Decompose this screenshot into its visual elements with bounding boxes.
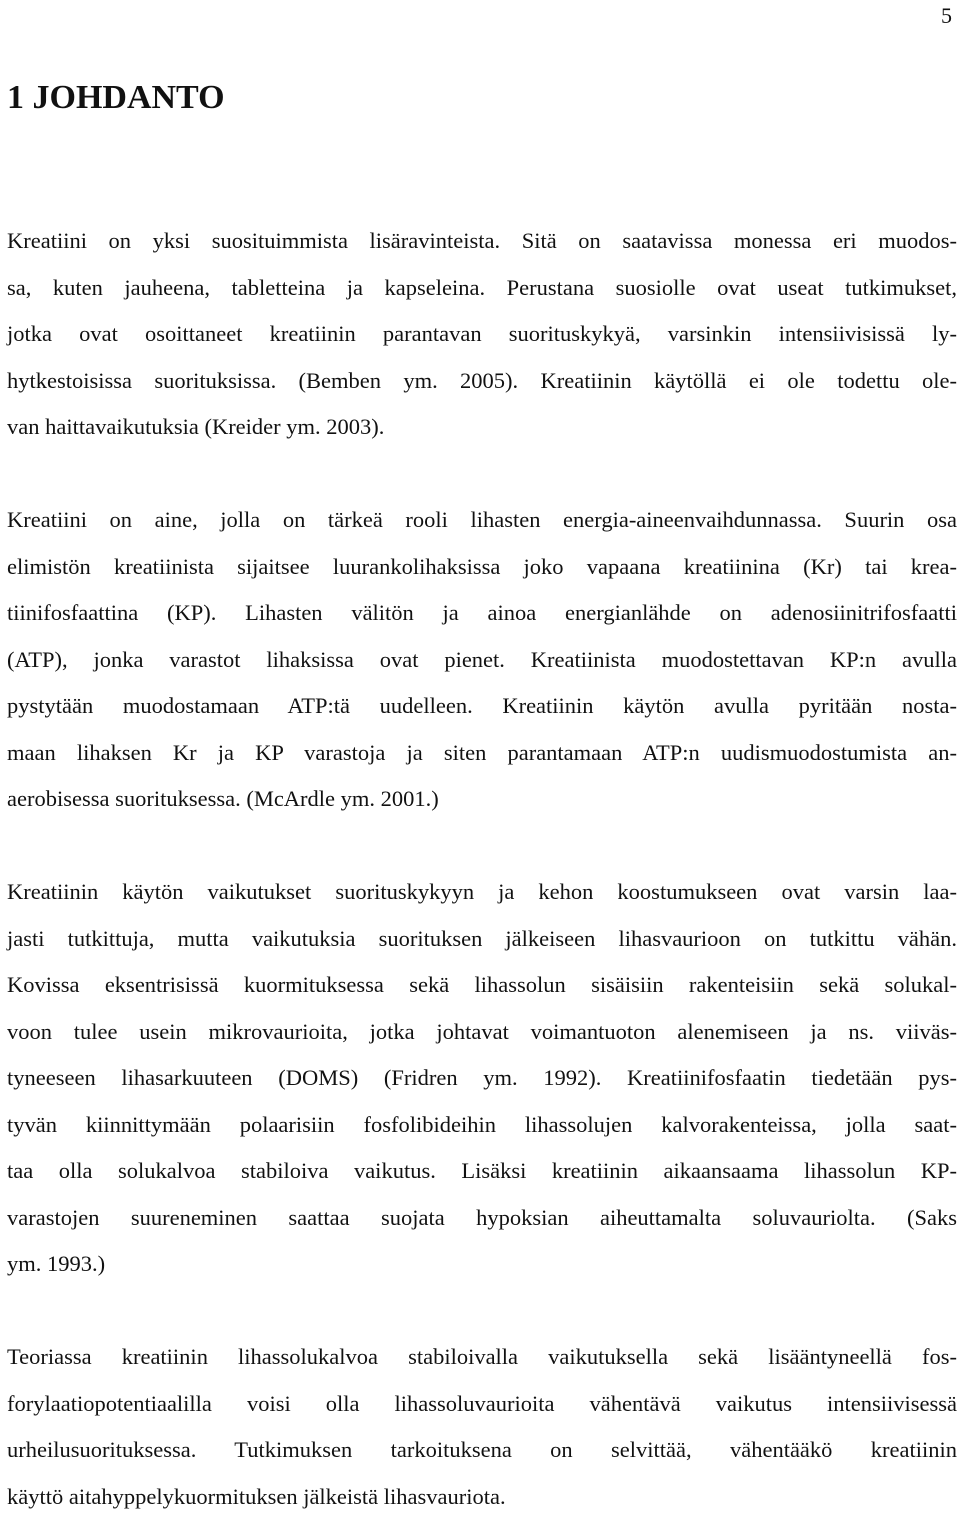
chapter-heading: 1 JOHDANTO [7,76,225,120]
paragraph-line: jasti tutkittuja, mutta vaikutuksia suorituksen jälkeiseen lihasvaurioon on tutkittu vähän. [7,916,957,963]
paragraph-line: Kreatiinin käytön vaikutukset suorituskykyyn ja kehon koostumukseen ovat varsin laa- [7,869,957,916]
page-number: 5 [941,4,952,28]
paragraph-line: Teoriassa kreatiinin lihassolukalvoa stabiloivalla vaikutuksella sekä lisääntyneellä fos- [7,1334,957,1381]
paragraph-line: taa olla solukalvoa stabiloiva vaikutus. Lisäksi kreatiinin aikaansaama lihassolun KP- [7,1148,957,1195]
paragraph-line: maan lihaksen Kr ja KP varastoja ja siten parantamaan ATP:n uudismuodostumista an- [7,730,957,777]
paragraph-line: van haittavaikutuksia (Kreider ym. 2003). [7,404,957,451]
paragraph-line: tiinifosfaattina (KP). Lihasten välitön ja ainoa energianlähde on adenosiinitrifosfaatti [7,590,957,637]
paragraph-line: urheilusuorituksessa. Tutkimuksen tarkoituksena on selvittää, vähentääkö kreatiinin [7,1427,957,1474]
paragraph-4 [7,1334,957,1520]
paragraph-line: Kreatiini on aine, jolla on tärkeä rooli lihasten energia-aineenvaihdunnassa. Suurin osa [7,497,957,544]
paragraph-line: tyvän kiinnittymään polaarisiin fosfolibideihin lihassolujen kalvorakenteissa, jolla saat- [7,1102,957,1149]
paragraph-line: jotka ovat osoittaneet kreatiinin parantavan suorituskykyä, varsinkin intensiivisissä ly- [7,311,957,358]
paragraph-line: varastojen suureneminen saattaa suojata hypoksian aiheuttamalta soluvauriolta. (Saks [7,1195,957,1242]
paragraph-line: tyneeseen lihasarkuuteen (DOMS) (Fridren ym. 1992). Kreatiinifosfaatin tiedetään pys- [7,1055,957,1102]
paragraph-line: aerobisessa suorituksessa. (McArdle ym. 2001.) [7,776,957,823]
paragraph-line: pystytään muodostamaan ATP:tä uudelleen. Kreatiinin käytön avulla pyritään nosta- [7,683,957,730]
paragraph-line: ym. 1993.) [7,1241,957,1288]
paragraph-line: käyttö aitahyppelykuormituksen jälkeistä lihasvauriota. [7,1474,957,1520]
paragraph-3 [7,869,957,1288]
paragraph-line: sa, kuten jauheena, tabletteina ja kapseleina. Perustana suosiolle ovat useat tutkimukset, [7,265,957,312]
paragraph-line: forylaatiopotentiaalilla voisi olla lihassoluvaurioita vähentävä vaikutus intensiivisessä [7,1381,957,1428]
paragraph-line: Kreatiini on yksi suosituimmista lisäravinteista. Sitä on saatavissa monessa eri muodos- [7,218,957,265]
paragraph-line: Kovissa eksentrisissä kuormituksessa sekä lihassolun sisäisiin rakenteisiin sekä solukal- [7,962,957,1009]
paragraph-line: elimistön kreatiinista sijaitsee luurankolihaksissa joko vapaana kreatiinina (Kr) tai krea- [7,544,957,591]
paragraph-1 [7,218,957,451]
paragraph-line: (ATP), jonka varastot lihaksissa ovat pienet. Kreatiinista muodostettavan KP:n avulla [7,637,957,684]
paragraph-line: hytkestoisissa suorituksissa. (Bemben ym. 2005). Kreatiinin käytöllä ei ole todettu ole- [7,358,957,405]
paragraph-2 [7,497,957,823]
paragraph-line: voon tulee usein mikrovaurioita, jotka johtavat voimantuoton alenemiseen ja ns. viiväs- [7,1009,957,1056]
